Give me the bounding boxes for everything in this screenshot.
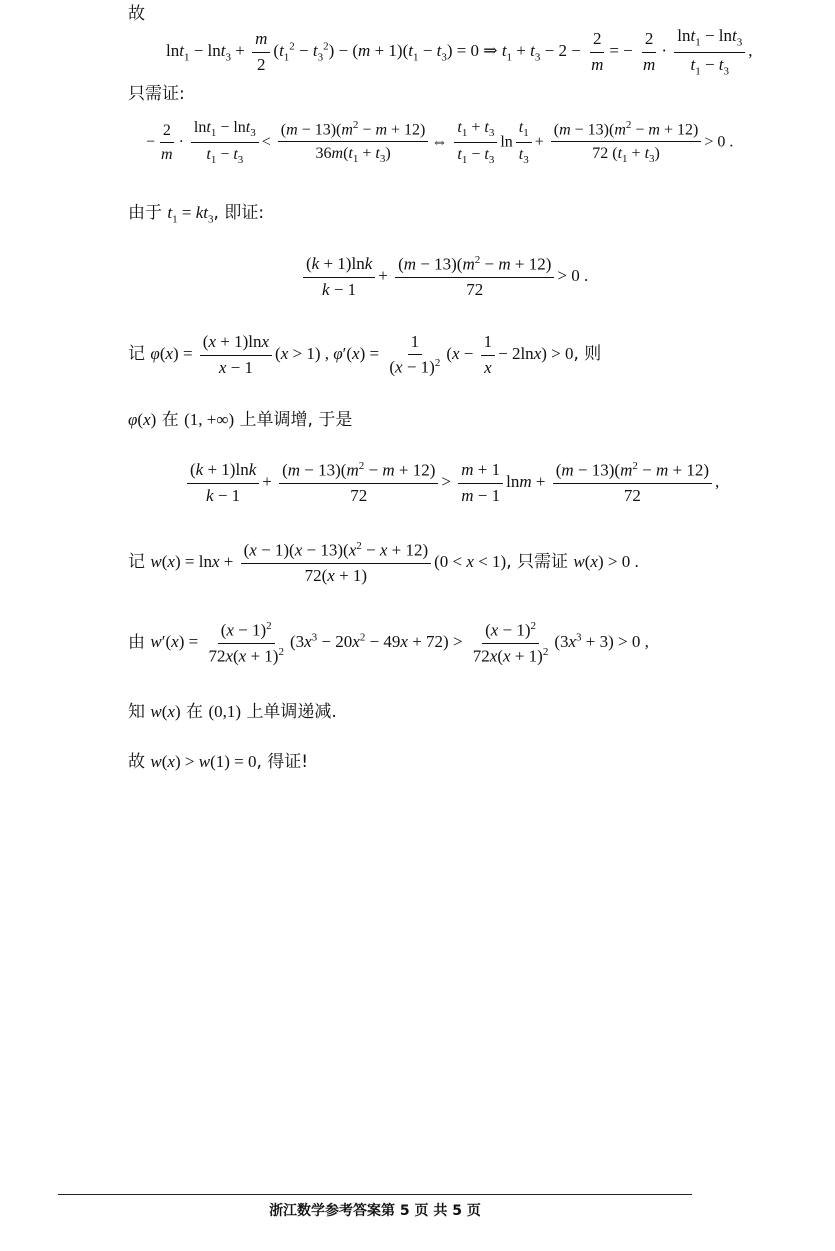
text-dezheng: , 得证! [256, 752, 309, 772]
line-ji-phi: 记 φ(x) = $\frac{(x + 1)\ln x}{x - 1}$ (x > 1) , φ′(x) = $\frac{1}{(x - 1)^2}$ (x − $\frac{1}{x}$ − 2lnx) > 0, 则 [128, 332, 602, 378]
equation-4: $\frac{(k + 1)\ln k}{k - 1}$ + $\frac{(m - 13)(m^2 - m + 12)}{72}$ > $\frac{m + 1}{m - 1}$ lnm + $\frac{(m - 13)(m^2 - m + 12)}{72}$ , [184, 460, 719, 506]
text-ze: , 则 [573, 344, 602, 365]
text-zhi: 知 [128, 702, 145, 722]
text-gu-2: 故 [128, 752, 145, 772]
page-footer: 浙江数学参考答案第 5 页 共 5 页 [269, 1203, 481, 1219]
text-you: 由 [128, 632, 145, 653]
text-zai: 在 [161, 410, 179, 430]
text-zai-tail: 上单调增, 于是 [239, 410, 353, 430]
equation-2: − $\frac{2}{m}$ · $\frac{\ln t_1 - \ln t_3}{t_1 - t_3}$ < $\frac{(m - 13)(m^2 - m + 12)}{36m(t_1 + t_3)}$ ⇔ $\frac{t_1 + t_3}{t_1 - t_3}$ ln $\frac{t_1}{t_3}$ + $\frac{(m - 13)(m^2 - m + 12)}{72 (t_1 + t_3)}$ > 0 . [146, 118, 734, 167]
line-phi-monotone: φ(x) 在 (1, +∞) 上单调增, 于是 [128, 410, 353, 430]
line-zhi: 知 w(x) 在 (0,1) 上单调递减. [128, 702, 337, 722]
text-youyu-tail: , 即证: [213, 203, 265, 223]
footer-divider [58, 1194, 692, 1195]
text-ji: 记 [128, 344, 145, 365]
equation-1: lnt$_1$ − lnt$_3$ + $\frac{m}{2}$ $(t_1^2 - t_3^2) - (m + 1)(t_1 - t_3) = 0$ ⇒ $t_1 + t_3 - 2$ − $\frac{2}{m}$ = − $\frac{2}{m}$ · $\frac{\ln t_1 - \ln t_3}{t_1 - t_3}$ , [166, 26, 753, 77]
line-youyu: 由于 $t_1 = kt_3$, 即证: [128, 203, 265, 226]
text-zai-2: 在 [186, 702, 204, 722]
text-zhi-tail: 上单调递减. [246, 702, 337, 722]
word-gu: 故 [128, 4, 145, 24]
text-zhixuzheng: 只需证: [128, 84, 185, 104]
text-ji-2: 记 [128, 552, 145, 573]
line-conclusion: 故 w(x) > w(1) = 0, 得证! [128, 752, 309, 772]
equation-3: $\frac{(k + 1)\ln k}{k - 1}$ + $\frac{(m - 13)(m^2 - m + 12)}{72}$ > 0 . [300, 254, 588, 300]
line-ji-w: 记 w(x) = lnx + $\frac{(x - 1)(x - 13)(x^2 - x + 12)}{72(x + 1)}$ (0 < x < 1), 只需证 w(x) > 0 . [128, 540, 639, 586]
text-zhixu-2: , 只需证 [506, 552, 568, 573]
text-youyu: 由于 [128, 203, 162, 223]
line-you-wprime: 由 w′(x) = $\frac{(x - 1)^2}{72x(x + 1)^2}$ $(3x^3 - 20x^2 - 49x + 72)$ > $\frac{(x - 1)^2}{72x(x + 1)^2}$ $(3x^3 + 3) > 0$ , [128, 620, 649, 666]
